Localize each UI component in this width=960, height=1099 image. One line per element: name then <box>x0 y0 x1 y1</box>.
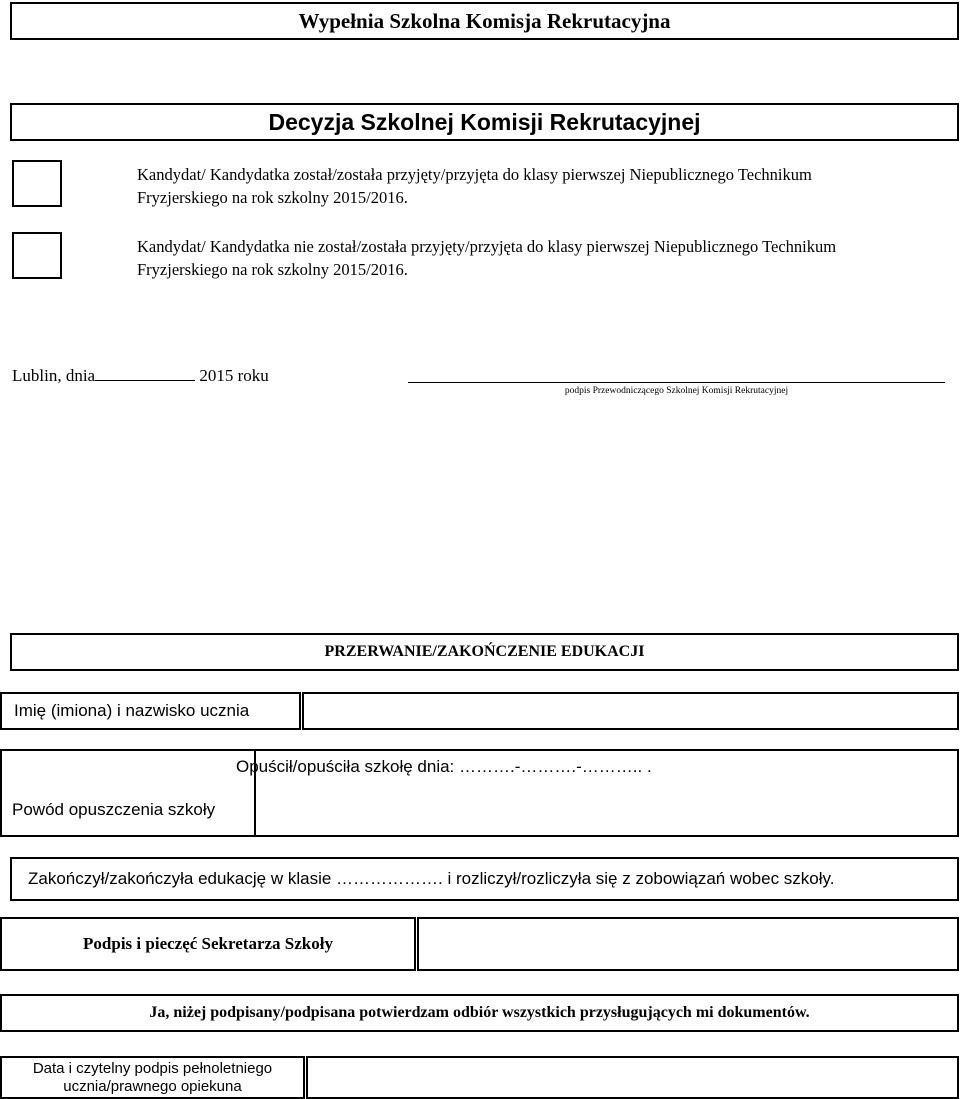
completion-field[interactable] <box>10 857 959 901</box>
chairman-signature-line[interactable] <box>408 382 945 383</box>
year-suffix: 2015 roku <box>199 366 269 385</box>
secretary-label-cell <box>0 917 416 971</box>
rejected-checkbox[interactable] <box>12 232 62 279</box>
date-signature-label: Data i czytelny podpis pełnoletniego ucznia/prawnego opiekuna <box>32 1059 273 1095</box>
rejected-option-text: Kandydat/ Kandydatka nie został/została przyjęty/przyjęta do klasy pierwszej Niepublicznego Technikum Fryzjerskiego na rok szkolny 2015/2016. <box>137 237 837 279</box>
place-prefix: Lublin, dnia <box>12 366 96 385</box>
form-header <box>10 2 959 40</box>
date-signature-label-cell <box>0 1056 305 1099</box>
confirmation-statement-box <box>0 994 959 1032</box>
place-date-line <box>12 364 269 386</box>
student-name-label: Imię (imiona) i nazwisko ucznia <box>14 701 250 720</box>
left-school-date-text[interactable]: Opuścił/opuściła szkołę dnia: ……….-……….-……….. . <box>236 757 652 776</box>
date-blank-field[interactable] <box>95 364 195 381</box>
accepted-option-text: Kandydat/ Kandydatka został/została przyjęty/przyjęta do klasy pierwszej Niepublicznego Technikum Fryzjerskiego na rok szkolny 2015/2016. <box>137 165 812 207</box>
form-header-title: Wypełnia Szkolna Komisja Rekrutacyjna <box>298 8 671 33</box>
decision-title: Decyzja Szkolnej Komisji Rekrutacyjnej <box>268 108 701 135</box>
confirmation-statement: Ja, niżej podpisany/podpisana potwierdzam odbiór wszystkich przysługujących mi dokumentów. <box>149 1004 810 1021</box>
decision-header <box>10 103 959 141</box>
termination-section-title: PRZERWANIE/ZAKOŃCZENIE EDUKACJI <box>10 633 959 671</box>
leaving-reason-label: Powód opuszczenia szkoły <box>12 800 216 819</box>
secretary-label: Podpis i pieczęć Sekretarza Szkoły <box>83 934 333 953</box>
date-signature-field[interactable] <box>306 1056 959 1099</box>
student-name-field[interactable] <box>302 692 959 730</box>
completion-text: Zakończył/zakończyła edukację w klasie ………………. i rozliczył/rozliczyła się z zobowiązań wobec szkoły. <box>28 869 835 888</box>
chairman-signature-caption: podpis Przewodniczącego Szkolnej Komisji Rekrutacyjnej <box>564 386 789 396</box>
secretary-signature-field[interactable] <box>417 917 959 971</box>
student-name-label-cell <box>0 692 301 730</box>
accepted-checkbox[interactable] <box>12 160 62 207</box>
